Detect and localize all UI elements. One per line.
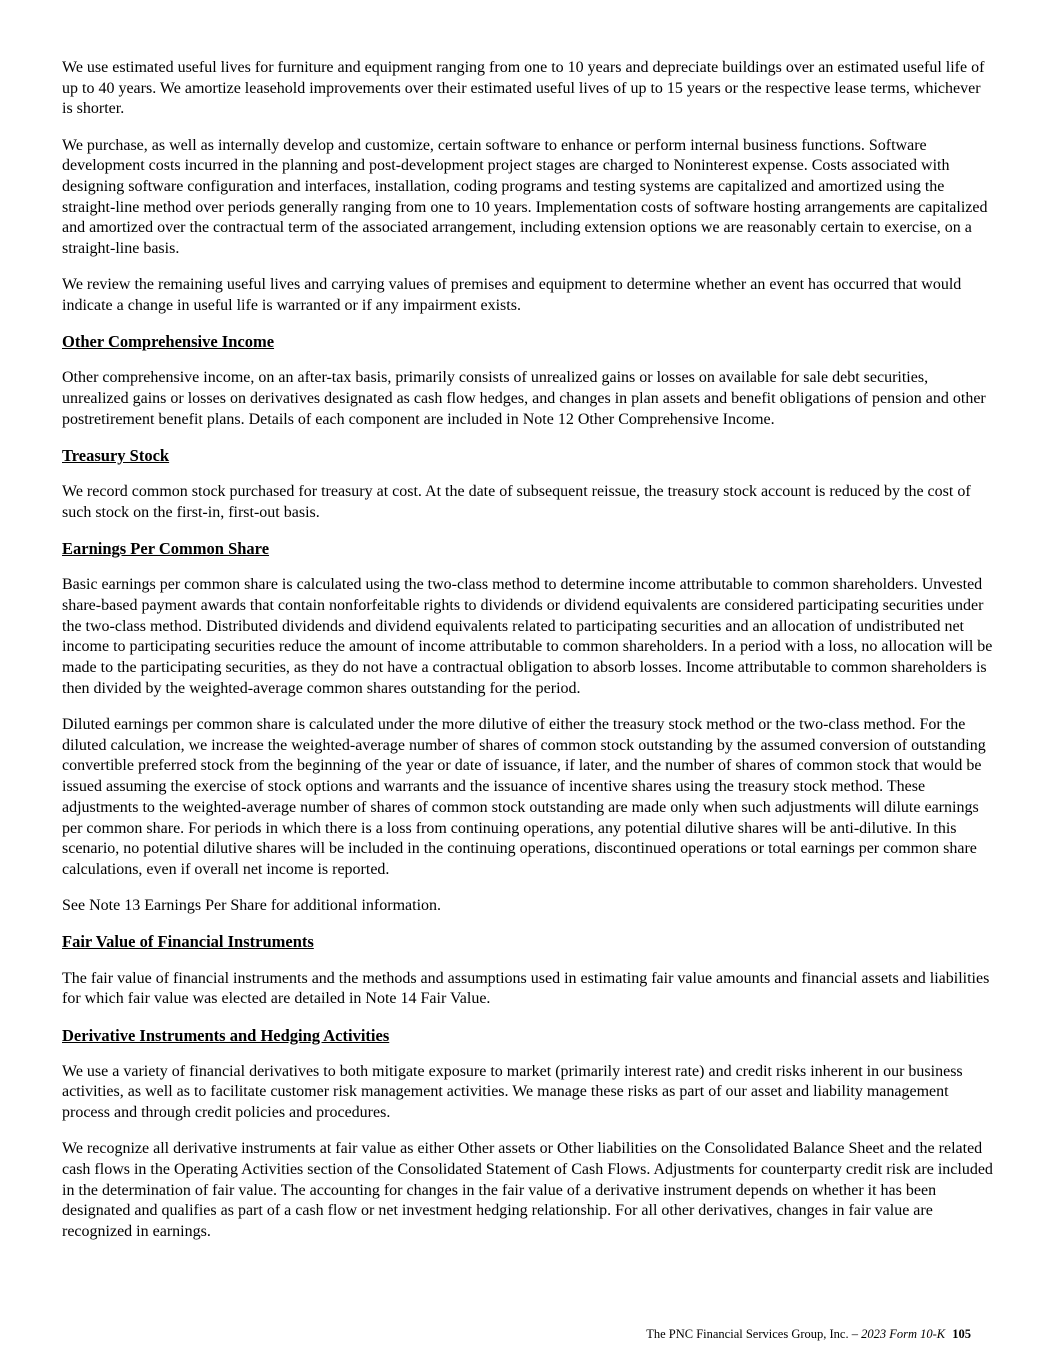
- paragraph-derivatives-recognition: We recognize all derivative instruments at fair value as either Other assets or Other liabilities on the Consolidated Balance Sheet and the related cash flows in the Operating Activities section of the Consolidated Statement of Cash Flows. Adjustments for counterparty credit risk are included in the determination of fair value. The accounting for changes in the fair value of a derivative instrument depends on whether it has been designated and qualifies as part of a cash flow or net investment hedging relationship. For all other derivatives, changes in fair value are recognized in earnings.: [62, 1140, 993, 1241]
- heading-earnings-per-share: Earnings Per Common Share: [62, 539, 270, 559]
- document-body: [62, 58, 995, 1258]
- footer-company: The PNC Financial Services Group, Inc. –: [646, 1327, 858, 1341]
- heading-fair-value: Fair Value of Financial Instruments: [62, 932, 314, 952]
- page-number: 105: [952, 1327, 971, 1341]
- paragraph-impairment-review: We review the remaining useful lives and carrying values of premises and equipment to determine whether an event has occurred that would indicate a change in useful life is warranted or if any impairment exists.: [62, 276, 962, 315]
- paragraph-useful-lives: We use estimated useful lives for furniture and equipment ranging from one to 10 years and depreciate buildings over an estimated useful life of up to 40 years. We amortize leasehold improvements over their estimated useful lives of up to 15 years or the respective lease terms, whichever is shorter.: [62, 59, 985, 118]
- heading-treasury-stock: Treasury Stock: [62, 446, 170, 466]
- paragraph-basic-eps: Basic earnings per common share is calculated using the two-class method to determine income attributable to common shareholders. Unvested share-based payment awards that contain nonforfeitable rights to dividends or dividend equivalents are considered participating securities under the two-class method. Distributed dividends and dividend equivalents related to participating securities and an allocation of undistributed net income to participating securities reduce the amount of income attributable to common shareholders. In a period with a loss, no allocation will be made to the participating securities, as they do not have a contractual obligation to absorb losses. Income attributable to common shareholders is then divided by the weighted-average common shares outstanding for the period.: [62, 576, 993, 697]
- heading-other-comprehensive-income: Other Comprehensive Income: [62, 332, 275, 352]
- page-footer: [646, 1326, 971, 1342]
- heading-derivatives: Derivative Instruments and Hedging Activities: [62, 1025, 390, 1045]
- paragraph-diluted-eps: Diluted earnings per common share is calculated under the more dilutive of either the treasury stock method or the two-class method. For the diluted calculation, we increase the weighted-average number of shares of common stock outstanding by the assumed conversion of outstanding convertible preferred stock from the beginning of the year or date of issuance, if later, and the number of shares of common stock that would be issued assuming the exercise of stock options and warrants and the issuance of incentive shares using the treasury stock method. These adjustments to the weighted-average number of shares of common stock outstanding are made only when such adjustments will dilute earnings per common share. For periods in which there is a loss from continuing operations, any potential dilutive shares will be anti-dilutive. In this scenario, no potential dilutive shares will be included in the continuing operations, discontinued operations or total earnings per common share calculations, even if overall net income is reported.: [62, 716, 986, 878]
- paragraph-eps-note-reference: See Note 13 Earnings Per Share for additional information.: [62, 897, 442, 915]
- paragraph-software: We purchase, as well as internally develop and customize, certain software to enhance or perform internal business functions. Software development costs incurred in the planning and post-development project stages are charged to Noninterest expense. Costs associated with designing software configuration and interfaces, installation, coding programs and testing systems are capitalized and amortized using the straight-line method over periods generally ranging from one to 10 years. Implementation costs of software hosting arrangements are capitalized and amortized over the contractual term of the associated arrangement, including extension options we are reasonably certain to exercise, on a straight-line basis.: [62, 136, 988, 258]
- paragraph-treasury-stock: We record common stock purchased for treasury at cost. At the date of subsequent reissue, the treasury stock account is reduced by the cost of such stock on the first-in, first-out basis.: [62, 483, 971, 521]
- paragraph-derivatives-use: We use a variety of financial derivatives to both mitigate exposure to market (primarily interest rate) and credit risks inherent in our business activities, as well as to facilitate customer risk management activities. We manage these risks as part of our asset and liability management process and through credit policies and procedures.: [62, 1062, 963, 1122]
- paragraph-fair-value: The fair value of financial instruments and the methods and assumptions used in estimating fair value amounts and financial assets and liabilities for which fair value was elected are detailed in Note 14 Fair Value.: [62, 969, 990, 1008]
- footer-form: 2023 Form 10-K: [861, 1327, 946, 1341]
- paragraph-oci: Other comprehensive income, on an after-tax basis, primarily consists of unrealized gains or losses on available for sale debt securities, unrealized gains or losses on derivatives designated as cash flow hedges, and changes in plan assets and benefit obligations of pension and other postretirement benefit plans. Details of each component are included in Note 12 Other Comprehensive Income.: [62, 369, 986, 428]
